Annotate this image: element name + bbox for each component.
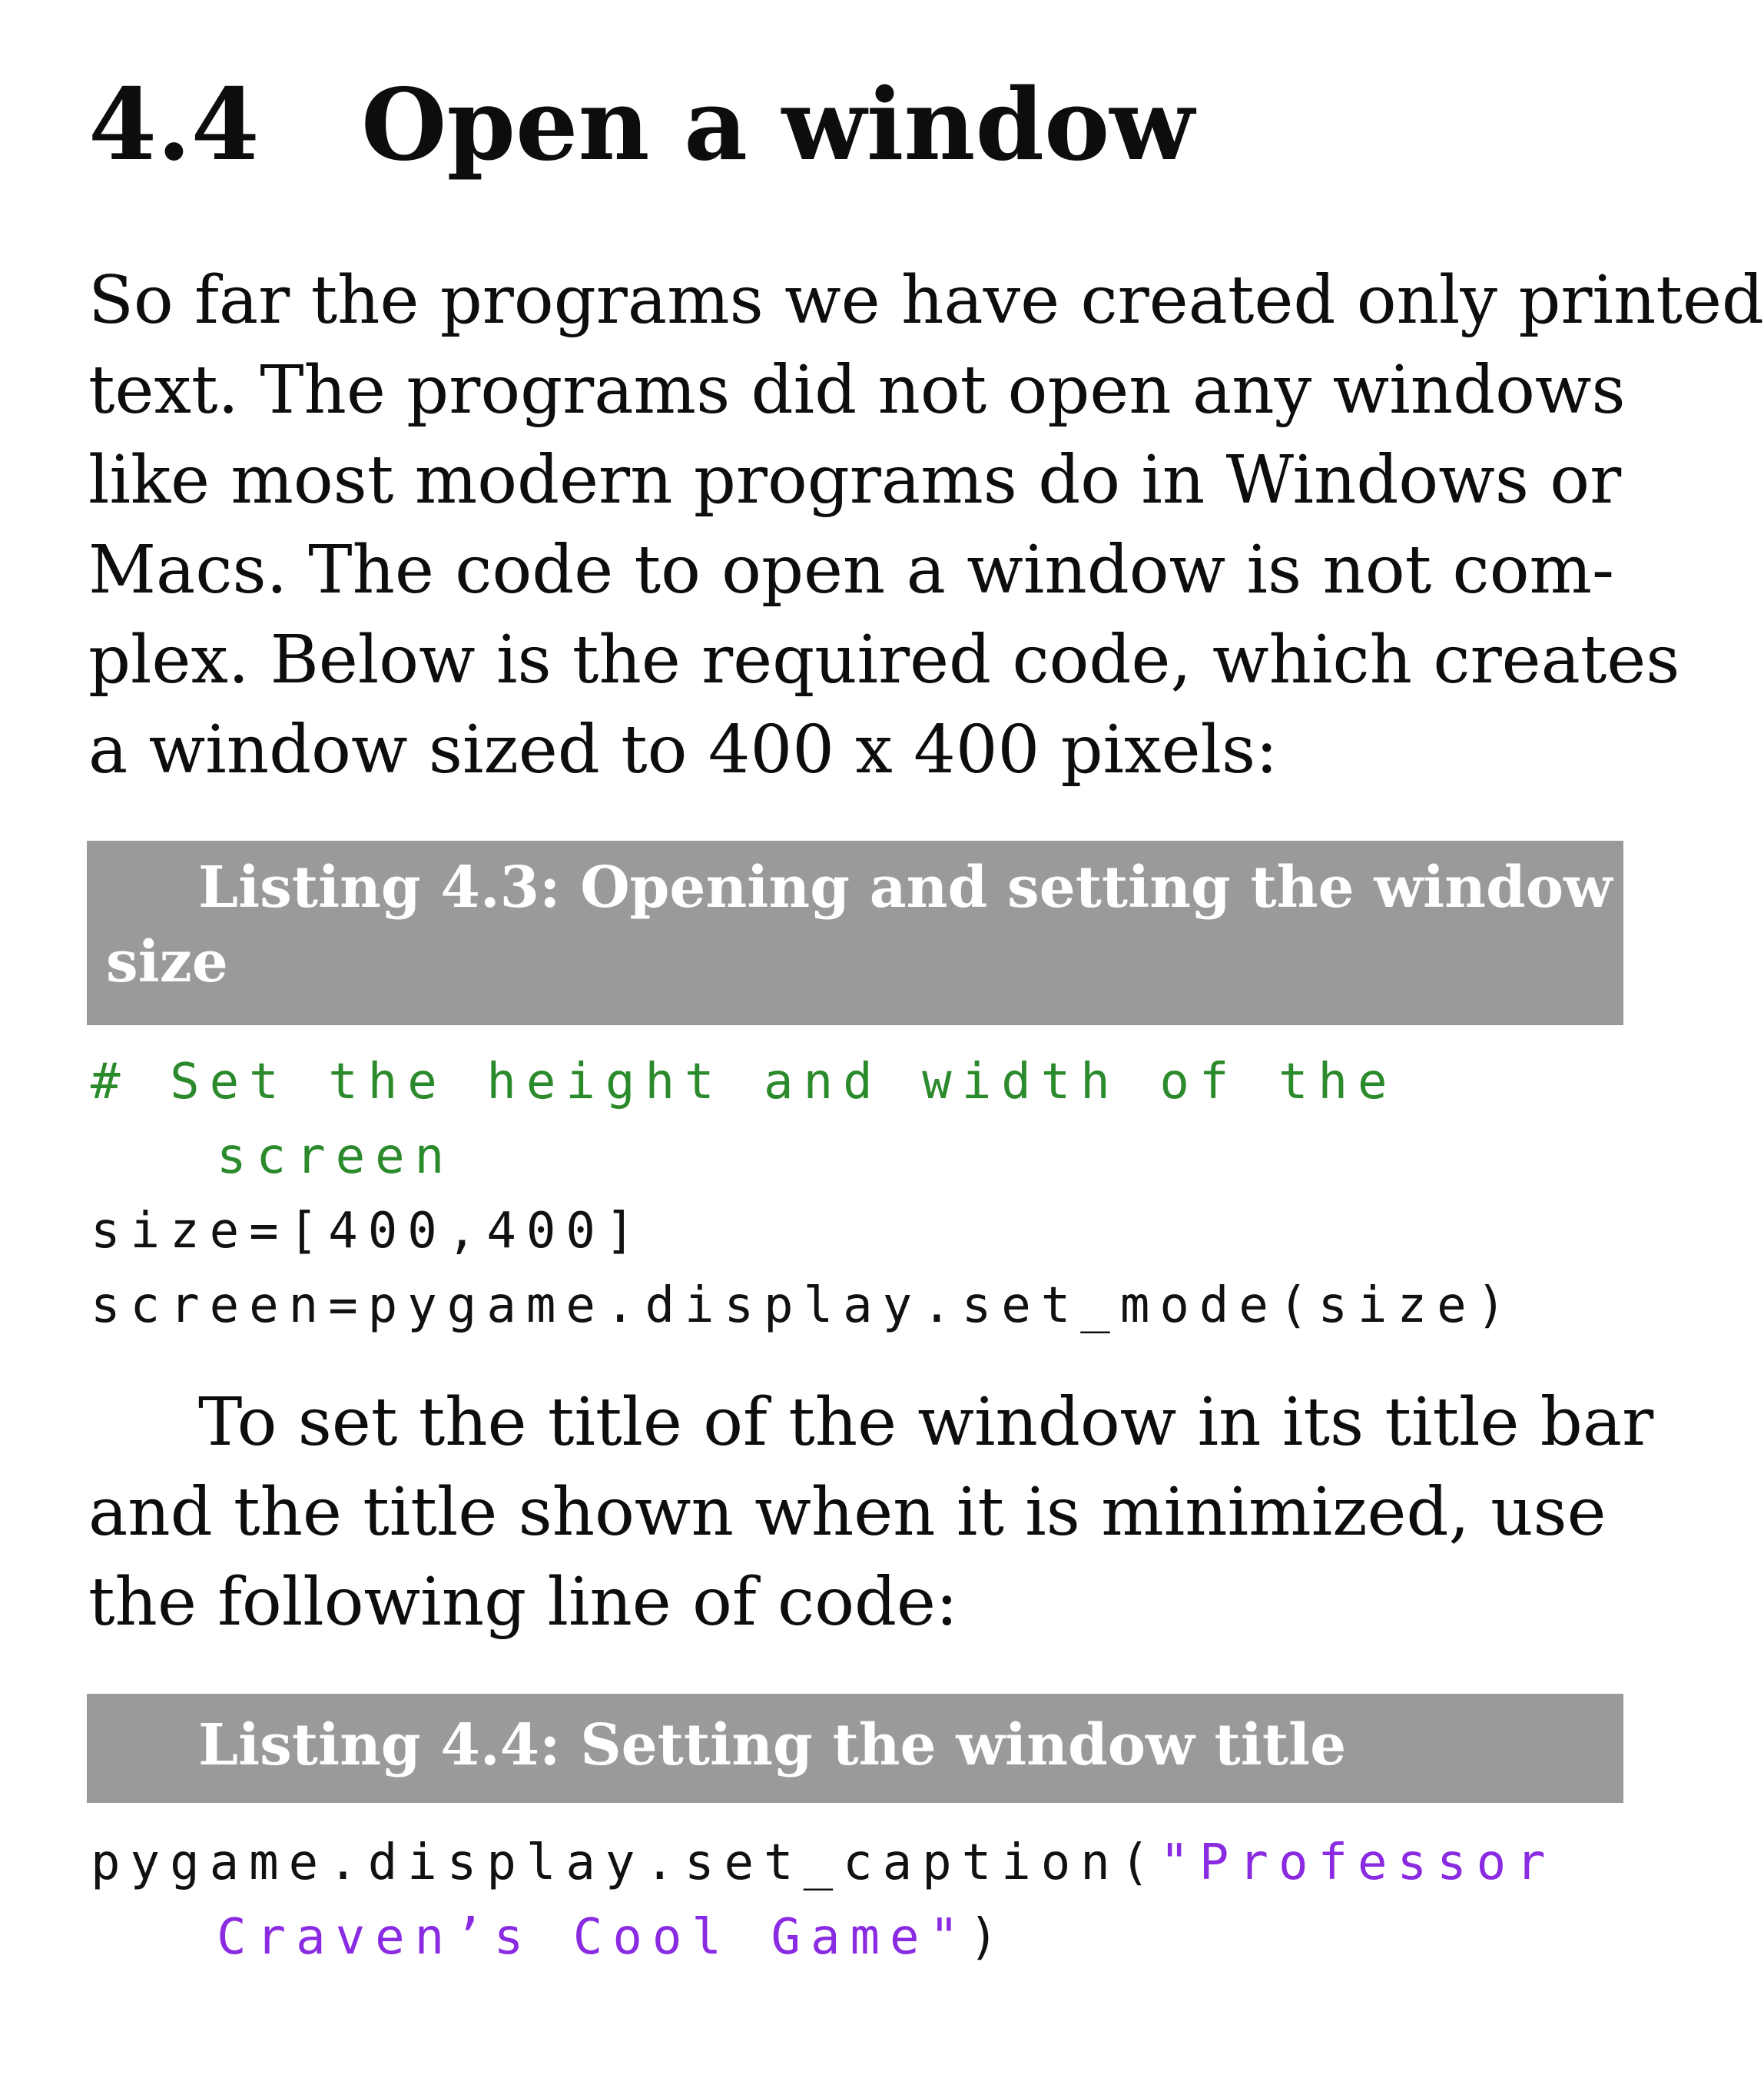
code-line: screen=pygame.display.set_mode(size) <box>91 1277 1517 1334</box>
code-block-window-title <box>91 1826 1556 1975</box>
listing-caption-line: Listing 4.4: Setting the window title <box>198 1712 1347 1778</box>
code-function-call: pygame.display.set_caption( <box>91 1834 1160 1891</box>
paragraph-line: the following line of code: <box>88 1564 958 1641</box>
listing-caption-bar <box>87 1694 1623 1803</box>
listing-caption-bar <box>87 841 1623 1025</box>
section-title: Open a window <box>361 68 1195 183</box>
paragraph-line: To set the title of the window in its title bar <box>198 1384 1654 1461</box>
listing-caption-line: size <box>106 929 228 995</box>
intro-paragraph <box>88 256 1764 795</box>
code-string: "Professor <box>1159 1834 1556 1891</box>
paragraph-line: and the title shown when it is minimized, use <box>88 1474 1606 1551</box>
code-line: size=[400,400] <box>91 1203 645 1260</box>
code-comment: screen <box>217 1128 455 1185</box>
code-closing-paren: ) <box>969 1909 1009 1966</box>
section-heading <box>88 60 1195 191</box>
code-comment: # Set the height and width of the <box>91 1054 1398 1110</box>
middle-paragraph <box>88 1378 1656 1648</box>
code-string: Craven’s Cool Game" <box>217 1909 970 1966</box>
paragraph-line: Macs. The code to open a window is not com- <box>88 532 1615 609</box>
paragraph-line: a window sized to 400 x 400 pixels: <box>88 712 1278 788</box>
paragraph-line: text. The programs did not open any windows <box>88 352 1626 429</box>
paragraph-line: plex. Below is the required code, which creates <box>88 622 1680 699</box>
section-number: 4.4 <box>88 68 260 183</box>
paragraph-line: like most modern programs do in Windows or <box>88 442 1622 519</box>
listing-caption-line: Listing 4.3: Opening and setting the window <box>198 855 1613 921</box>
paragraph-line: So far the programs we have created only printed <box>88 262 1764 339</box>
code-block-window-size <box>91 1045 1516 1343</box>
